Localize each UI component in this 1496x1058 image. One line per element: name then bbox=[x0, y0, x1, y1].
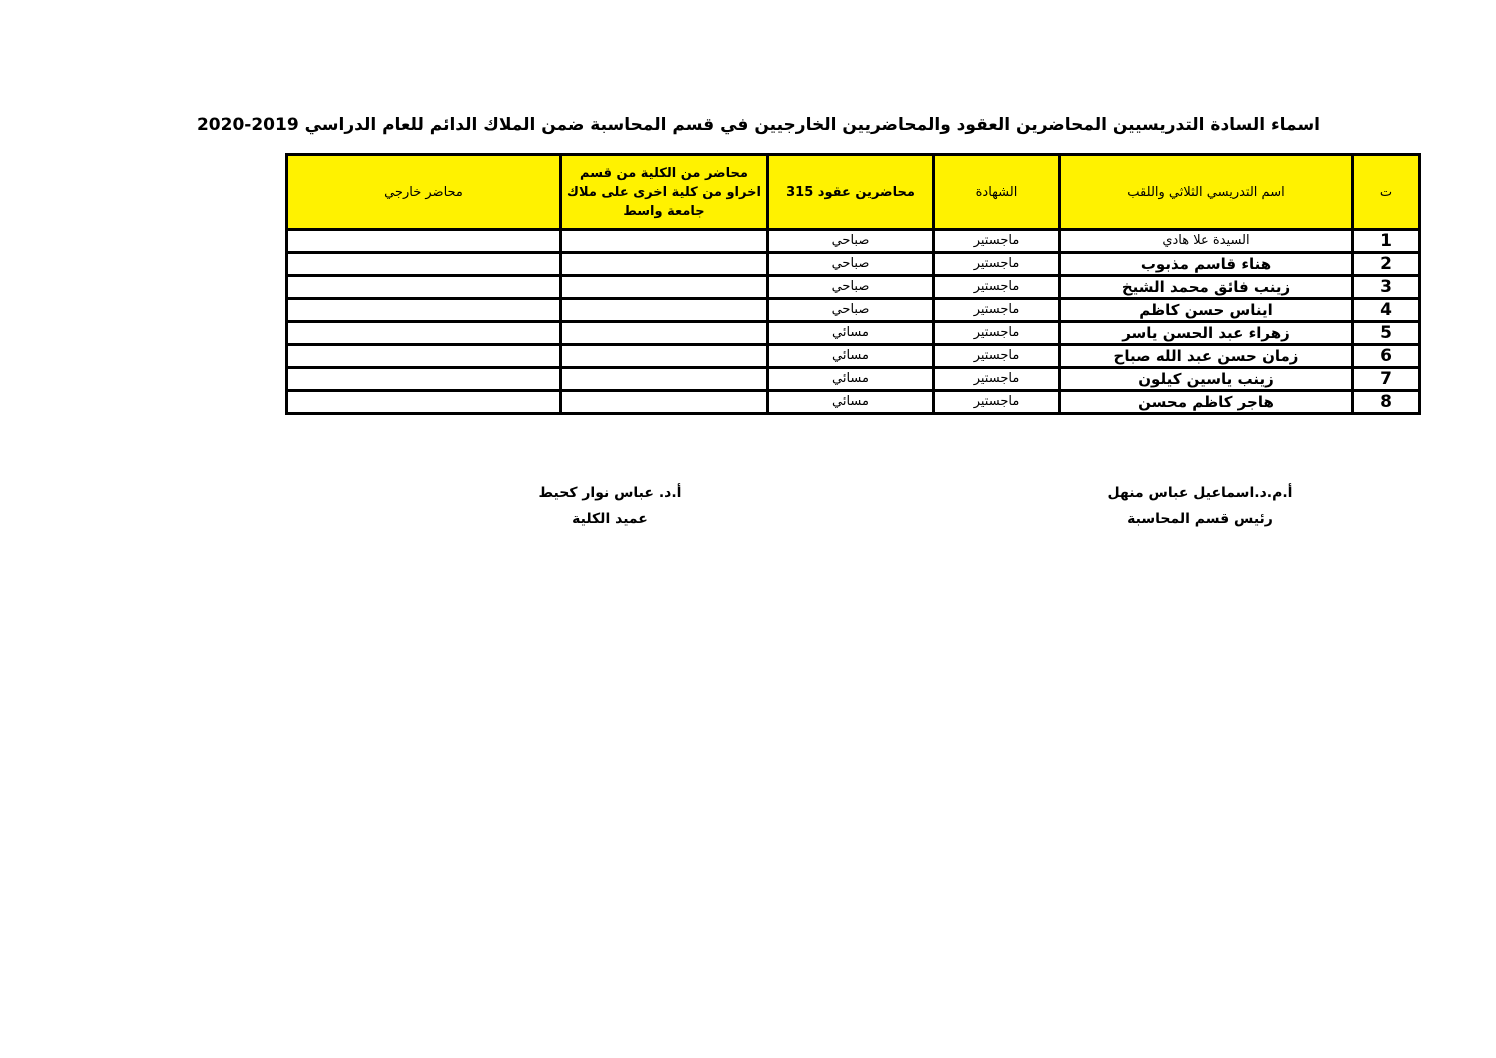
cell-contract: مسائي bbox=[768, 345, 934, 368]
dean-name: أ.د. عباس نوار كحيط bbox=[538, 485, 682, 501]
cell-external bbox=[287, 345, 561, 368]
table-header-row bbox=[287, 155, 1420, 230]
header-contract: محاضرين عقود 315 bbox=[768, 155, 934, 230]
cell-degree: ماجستير bbox=[934, 230, 1060, 253]
cell-seq: 3 bbox=[1353, 276, 1420, 299]
cell-external bbox=[287, 253, 561, 276]
cell-name: زهراء عبد الحسن ياسر bbox=[1060, 322, 1353, 345]
table-row bbox=[287, 368, 1420, 391]
cell-contract: صباحي bbox=[768, 230, 934, 253]
cell-degree: ماجستير bbox=[934, 276, 1060, 299]
page-title: اسماء السادة التدريسيين المحاضرين العقود والمحاضريين الخارجيين في قسم المحاسبة ضمن الملاك الدائم للعام الدراسي 2019-2020 bbox=[196, 115, 1320, 135]
cell-external bbox=[287, 391, 561, 414]
cell-degree: ماجستير bbox=[934, 253, 1060, 276]
cell-contract: صباحي bbox=[768, 276, 934, 299]
header-name: اسم التدريسي الثلاثي واللقب bbox=[1060, 155, 1353, 230]
cell-seq: 1 bbox=[1353, 230, 1420, 253]
cell-degree: ماجستير bbox=[934, 345, 1060, 368]
cell-contract: صباحي bbox=[768, 299, 934, 322]
dean-role: عميد الكلية bbox=[572, 511, 648, 527]
cell-internal bbox=[561, 276, 768, 299]
table-row bbox=[287, 253, 1420, 276]
table-row bbox=[287, 299, 1420, 322]
header-seq: ت bbox=[1353, 155, 1420, 230]
cell-degree: ماجستير bbox=[934, 391, 1060, 414]
cell-internal bbox=[561, 391, 768, 414]
cell-name: هاجر كاظم محسن bbox=[1060, 391, 1353, 414]
department-head-role: رئيس قسم المحاسبة bbox=[1127, 511, 1273, 527]
cell-name: زينب ياسين كيلون bbox=[1060, 368, 1353, 391]
cell-external bbox=[287, 276, 561, 299]
table-row bbox=[287, 345, 1420, 368]
cell-internal bbox=[561, 345, 768, 368]
cell-internal bbox=[561, 299, 768, 322]
cell-internal bbox=[561, 253, 768, 276]
cell-contract: مسائي bbox=[768, 322, 934, 345]
cell-seq: 2 bbox=[1353, 253, 1420, 276]
cell-external bbox=[287, 230, 561, 253]
cell-internal bbox=[561, 322, 768, 345]
cell-name: السيدة علا هادي bbox=[1060, 230, 1353, 253]
header-internal: محاضر من الكلية من قسم اخراو من كلية اخرى على ملاك جامعة واسط bbox=[561, 155, 768, 230]
cell-external bbox=[287, 299, 561, 322]
table-row bbox=[287, 322, 1420, 345]
cell-external bbox=[287, 368, 561, 391]
cell-name: زينب فائق محمد الشيخ bbox=[1060, 276, 1353, 299]
cell-name: ايناس حسن كاظم bbox=[1060, 299, 1353, 322]
cell-seq: 6 bbox=[1353, 345, 1420, 368]
cell-seq: 8 bbox=[1353, 391, 1420, 414]
cell-degree: ماجستير bbox=[934, 299, 1060, 322]
cell-degree: ماجستير bbox=[934, 322, 1060, 345]
table-row bbox=[287, 391, 1420, 414]
cell-internal bbox=[561, 230, 768, 253]
cell-name: زمان حسن عبد الله صباح bbox=[1060, 345, 1353, 368]
staff-table bbox=[285, 153, 1421, 415]
cell-internal bbox=[561, 368, 768, 391]
cell-seq: 7 bbox=[1353, 368, 1420, 391]
cell-degree: ماجستير bbox=[934, 368, 1060, 391]
department-head-name: أ.م.د.اسماعيل عباس منهل bbox=[1107, 485, 1293, 501]
cell-contract: مسائي bbox=[768, 368, 934, 391]
cell-contract: مسائي bbox=[768, 391, 934, 414]
header-degree: الشهادة bbox=[934, 155, 1060, 230]
table-row bbox=[287, 276, 1420, 299]
dean-signature bbox=[520, 480, 700, 532]
cell-name: هناء قاسم مذبوب bbox=[1060, 253, 1353, 276]
table-row bbox=[287, 230, 1420, 253]
cell-contract: صباحي bbox=[768, 253, 934, 276]
header-external: محاضر خارجي bbox=[287, 155, 561, 230]
cell-external bbox=[287, 322, 561, 345]
department-head-signature bbox=[1100, 480, 1300, 532]
cell-seq: 5 bbox=[1353, 322, 1420, 345]
cell-seq: 4 bbox=[1353, 299, 1420, 322]
